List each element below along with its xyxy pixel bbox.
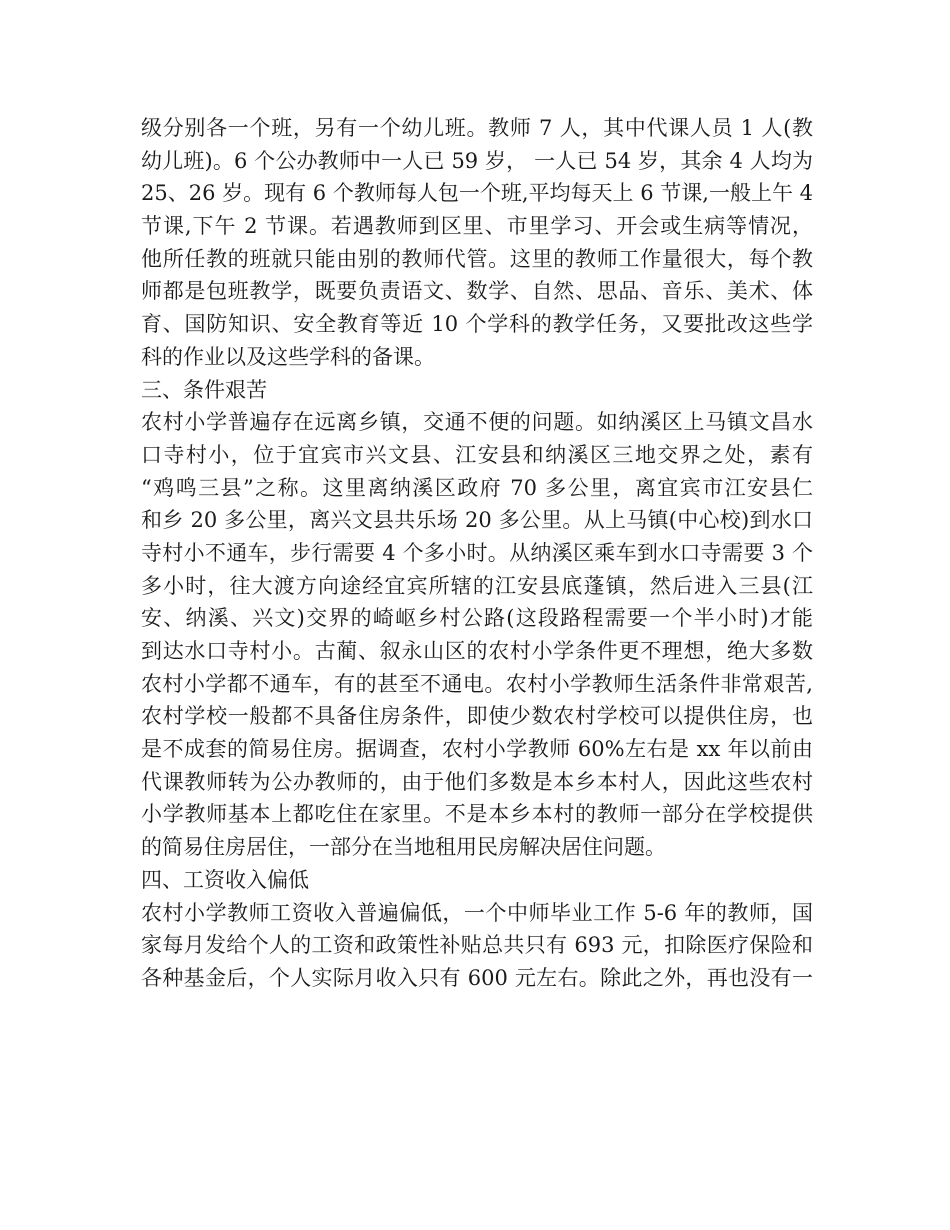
text-line: 幼儿班)。6 个公办教师中一人已 59 岁， 一人已 54 岁，其余 4 人均为 bbox=[141, 148, 813, 173]
text-line: 代课教师转为公办教师的，由于他们多数是本乡本村人，因此这些农村 bbox=[141, 769, 813, 794]
text-line: 和乡 20 多公里，离兴文县共乐场 20 多公里。从上马镇(中心校)到水口 bbox=[141, 508, 813, 533]
text-line: 师都是包班教学，既要负责语文、数学、自然、思品、音乐、美术、体 bbox=[141, 279, 813, 304]
text-line: 级分别各一个班，另有一个幼儿班。教师 7 人，其中代课人员 1 人(教 bbox=[141, 116, 813, 140]
section-heading: 三、条件艰苦 bbox=[141, 377, 267, 402]
text-line: 的简易住房居住，一部分在当地租用民房解决居住问题。 bbox=[141, 835, 666, 860]
text-line: 科的作业以及这些学科的备课。 bbox=[141, 344, 435, 369]
section-heading: 四、工资收入偏低 bbox=[141, 867, 309, 892]
document-body bbox=[141, 112, 813, 995]
text-line: 节课,下午 2 节课。若遇教师到区里、市里学习、开会或生病等情况， bbox=[141, 214, 813, 239]
text-line: 寺村小不通车，步行需要 4 个多小时。从纳溪区乘车到水口寺需要 3 个 bbox=[141, 540, 813, 565]
text-line: 农村小学都不通车，有的甚至不通电。农村小学教师生活条件非常艰苦, bbox=[141, 671, 813, 696]
text-line: 各种基金后，个人实际月收入只有 600 元左右。除此之外，再也没有一 bbox=[141, 965, 813, 990]
text-line: 到达水口寺村小。古蔺、叙永山区的农村小学条件更不理想，绝大多数 bbox=[141, 639, 813, 663]
text-line: 小学教师基本上都吃住在家里。不是本乡本村的教师一部分在学校提供 bbox=[141, 802, 813, 827]
text-line: 家每月发给个人的工资和政策性补贴总共只有 693 元，扣除医疗保险和 bbox=[141, 933, 813, 958]
text-line: 农村学校一般都不具备住房条件，即使少数农村学校可以提供住房，也 bbox=[141, 704, 813, 729]
text-line: 育、国防知识、安全教育等近 10 个学科的教学任务，又要批改这些学 bbox=[141, 312, 813, 337]
text-line: 安、纳溪、兴文)交界的崎岖乡村公路(这段路程需要一个半小时)才能 bbox=[141, 606, 813, 631]
text-line: “鸡鸣三县”之称。这里离纳溪区政府 70 多公里，离宜宾市江安县仁 bbox=[141, 475, 813, 500]
text-line: 农村小学普遍存在远离乡镇，交通不便的问题。如纳溪区上马镇文昌水 bbox=[141, 410, 813, 435]
text-line: 农村小学教师工资收入普遍偏低，一个中师毕业工作 5-6 年的教师，国 bbox=[141, 900, 813, 925]
text-line: 25、26 岁。现有 6 个教师每人包一个班,平均每天上 6 节课,一般上午 4 bbox=[141, 181, 813, 206]
text-line: 多小时，往大渡方向途经宜宾所辖的江安县底蓬镇，然后进入三县(江 bbox=[141, 573, 813, 598]
text-line: 他所任教的班就只能由别的教师代管。这里的教师工作量很大，每个教 bbox=[141, 246, 813, 271]
text-line: 口寺村小，位于宜宾市兴文县、江安县和纳溪区三地交界之处，素有 bbox=[141, 442, 813, 467]
text-line: 是不成套的简易住房。据调查，农村小学教师 60%左右是 xx 年以前由 bbox=[141, 737, 813, 762]
